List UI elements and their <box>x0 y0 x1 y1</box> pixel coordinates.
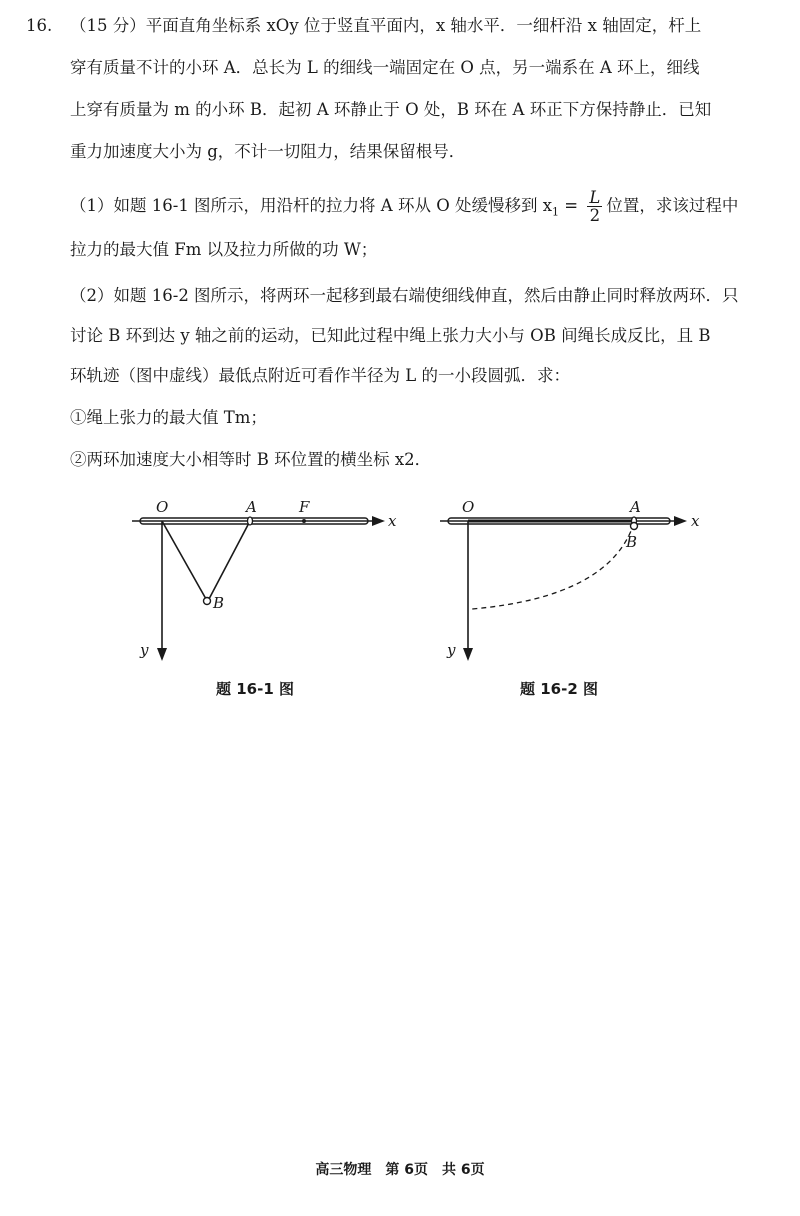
label-x: x <box>388 512 397 530</box>
page-footer: 高三物理 第 6页 共 6页 <box>315 1162 485 1178</box>
y-axis-arrow <box>157 648 167 661</box>
ring-b <box>204 598 211 605</box>
figure-16-1-caption: 题 16-1 图 <box>216 680 294 698</box>
part1-line-2: 拉力的最大值 Fm 以及拉力所做的功 W； <box>70 240 378 259</box>
question-stem-line-1: （15 分）平面直角坐标系 xOy 位于竖直平面内，x 轴水平．一细杆沿 x 轴固定，杆上 <box>70 16 702 35</box>
part2-line-2: 讨论 B 环到达 y 轴之前的运动，已知此过程中绳上张力大小与 OB 间绳长成反比，且 B <box>70 326 711 345</box>
x-axis-arrow <box>372 516 385 526</box>
label-a: A <box>246 498 257 516</box>
fraction-numerator: L <box>589 188 601 207</box>
part2-line-3: 环轨迹（图中虚线）最低点附近可看作半径为 L 的一小段圆弧．求： <box>70 366 570 385</box>
part2-sub1: ①绳上张力的最大值 Tm； <box>70 408 267 427</box>
question-stem-line-4: 重力加速度大小为 g，不计一切阻力，结果保留根号． <box>70 142 466 161</box>
figure-16-1 <box>120 495 410 675</box>
part1-text-before: （1）如题 16-1 图所示，用沿杆的拉力将 A 环从 O 处缓慢移到 x <box>70 196 553 215</box>
part1-line-1 <box>70 189 738 224</box>
figure-16-2 <box>430 495 720 675</box>
part2-sub2: ②两环加速度大小相等时 B 环位置的横坐标 x2． <box>70 450 432 469</box>
part1-subscript: 1 <box>552 205 560 219</box>
thread-ob <box>162 521 206 599</box>
question-stem-line-2: 穿有质量不计的小环 A．总长为 L 的细线一端固定在 O 点，另一端系在 A 环上，细线 <box>70 58 700 77</box>
label-o: O <box>156 498 169 516</box>
label-o: O <box>462 498 475 516</box>
fraction-denominator: 2 <box>589 206 601 225</box>
label-x: x <box>691 512 700 530</box>
part1-equals: = <box>559 196 584 215</box>
ring-b <box>631 523 638 530</box>
part2-line-1: （2）如题 16-2 图所示，将两环一起移到最右端使细线伸直，然后由静止同时释放两环．只 <box>70 286 739 305</box>
fraction-l-over-2 <box>587 189 602 224</box>
label-y: y <box>140 641 149 659</box>
b-trajectory <box>472 523 634 609</box>
thread-ab <box>209 521 250 599</box>
ring-a <box>248 517 253 525</box>
question-stem-line-3: 上穿有质量为 m 的小环 B．起初 A 环静止于 O 处，B 环在 A 环正下方保持静止．已知 <box>70 100 712 119</box>
point-f <box>302 519 306 523</box>
label-f: F <box>299 498 310 516</box>
y-axis-arrow <box>463 648 473 661</box>
label-y: y <box>447 641 456 659</box>
question-number: 16. <box>26 16 53 35</box>
x-axis-arrow <box>674 516 687 526</box>
label-a: A <box>630 498 641 516</box>
figure-16-2-caption: 题 16-2 图 <box>520 680 598 698</box>
part1-text-after: 位置，求该过程中 <box>606 196 739 215</box>
label-b: B <box>626 533 638 551</box>
label-b: B <box>213 594 225 612</box>
